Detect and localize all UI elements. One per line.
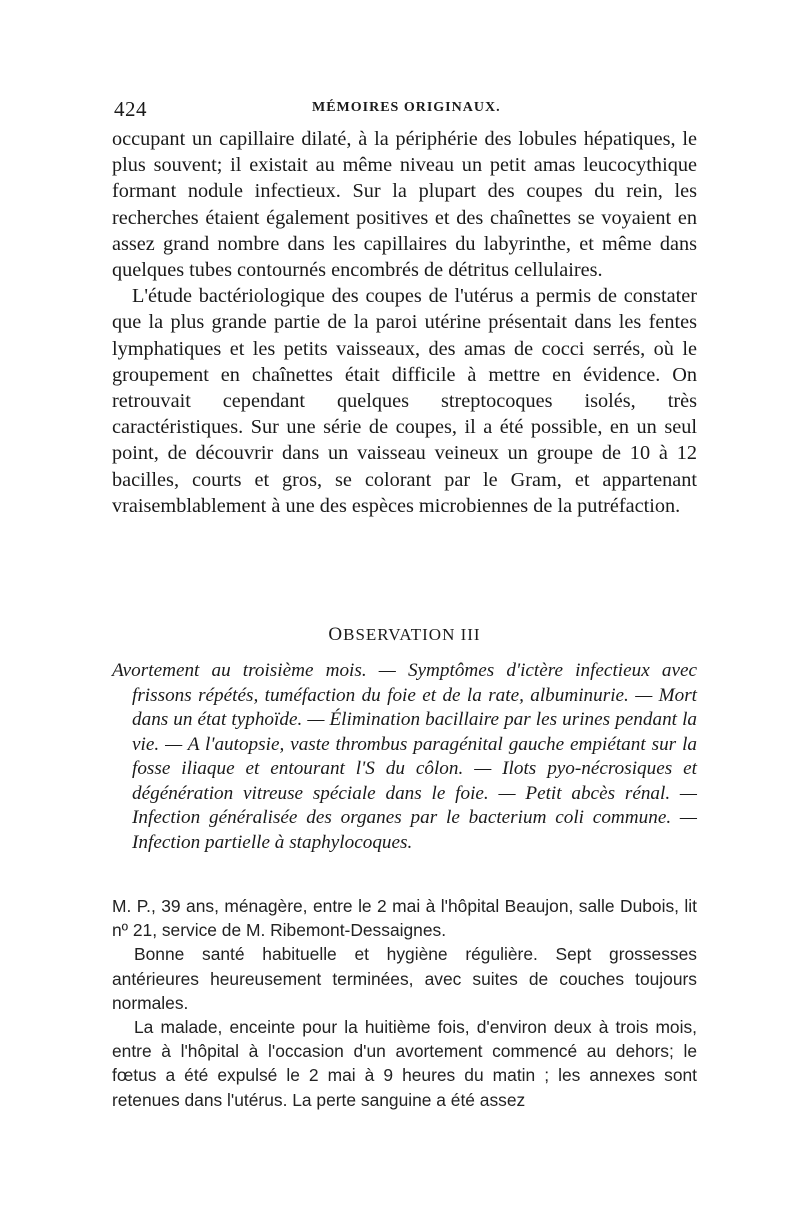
case-paragraph: Bonne santé habituelle et hygiène régulière. Sept grossesses antérieures heureusement terminées, avec suites de couches toujours normales. xyxy=(112,944,697,1013)
body-text xyxy=(112,126,697,519)
case-report xyxy=(112,894,697,1112)
page-number: 424 xyxy=(114,97,147,121)
running-head: MÉMOIRES ORIGINAUX. xyxy=(312,100,501,115)
observation-summary xyxy=(112,659,697,855)
case-paragraph: M. P., 39 ans, ménagère, entre le 2 mai à l'hôpital Beaujon, salle Dubois, lit nº 21, service de M. Ribemont-Dessaignes. xyxy=(112,896,697,941)
case-paragraph: La malade, enceinte pour la huitième fois, d'environ deux à trois mois, entre à l'hôpital à l'occasion d'un avortement commencé au dehors; le fœtus a été expulsé le 2 mai à 9 heures du matin ; les annexes sont retenues dans l'utérus. La perte sanguine a été assez xyxy=(112,1017,697,1110)
observation-title-initial: O xyxy=(328,624,344,645)
paragraph: L'étude bactériologique des coupes de l'utérus a permis de constater que la plus grande partie de la paroi utérine présentait dans les fentes lymphatiques et les petits vaisseaux, des amas de cocci serrés, où le groupement en chaînettes était difficile à mettre en évidence. On retrouvait cependant quelques streptocoques isolés, très caractéristiques. Sur une série de coupes, il a été possible, en un seul point, de découvrir dans un vaisseau veineux un groupe de 10 à 12 bacilles, courts et gros, se colorant par le Gram, et appartenant vraisemblablement à une des espèces microbiennes de la putréfaction. xyxy=(112,285,697,517)
summary-text: Avortement au troisième mois. — Symptômes d'ictère infectieux avec frissons répétés, tuméfaction du foie et de la rate, albuminurie. — Mort dans un état typhoïde. — Élimination bacillaire par les urines pendant la vie. — A l'autopsie, vaste thrombus paragénital gauche empiétant sur la fosse iliaque et entourant l'S du côlon. — Ilots pyo-nécrosiques et dégénération vitreuse spéciale dans le foie. — Petit abcès rénal. — Infection généralisée des organes par le bacterium coli commune. — Infection partielle à staphylocoques. xyxy=(112,660,697,853)
paragraph: occupant un capillaire dilaté, à la périphérie des lobules hépatiques, le plus souvent; il existait au même niveau un petit amas leucocythique formant nodule infectieux. Sur la plupart des coupes du rein, les recherches étaient également positives et des chaînettes se voyaient en assez grand nombre dans les capillaires du labyrinthe, et même dans quelques tubes contournés encombrés de détritus cellulaires. xyxy=(112,128,697,282)
observation-title-rest: BSERVATION III xyxy=(343,625,481,644)
observation-title xyxy=(112,624,697,646)
page-header xyxy=(112,97,692,127)
